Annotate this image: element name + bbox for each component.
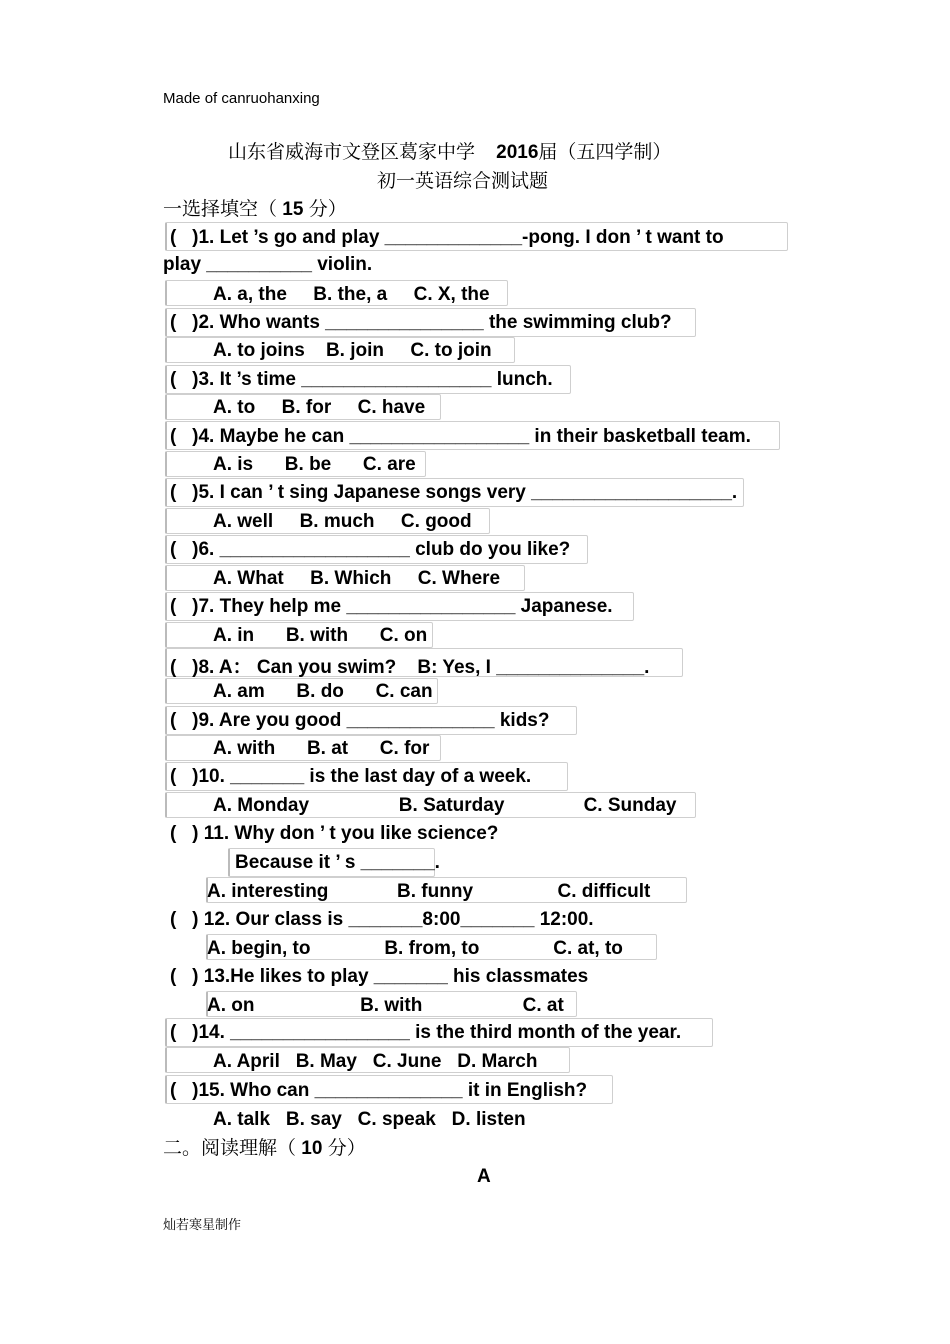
section-2-points: 10 — [301, 1138, 323, 1159]
question-15-options: A. talk B. say C. speak D. listen — [213, 1109, 526, 1130]
section-1-prefix: 一选择填空（ — [163, 199, 278, 220]
section-1-heading — [163, 194, 347, 221]
question-13-options: A. on B. with C. at — [207, 995, 564, 1016]
question-3-options: A. to B. for C. have — [213, 397, 426, 418]
question-14-options: A. April B. May C. June D. March — [213, 1051, 538, 1072]
title-system: 届（五四学制） — [538, 142, 672, 163]
section-1-suffix: 分） — [308, 199, 347, 220]
question-5: ( )5. I can ’ t sing Japanese songs very ___________________. — [170, 482, 738, 503]
question-11-cont: Because it ’ s _______. — [235, 852, 440, 873]
question-10: ( )10. _______ is the last day of a week. — [170, 766, 532, 787]
question-8: ( )8. A： Can you swim? B: Yes, I ______________. — [170, 657, 650, 678]
question-1-options: A. a, the B. the, a C. X, the — [213, 284, 490, 305]
question-11: ( ) 11. Why don ’ t you like science? — [170, 823, 499, 844]
footer-text: 灿若寒星制作 — [163, 1217, 242, 1232]
section-2-prefix: 二。阅读理解（ — [163, 1138, 297, 1159]
question-4: ( )4. Maybe he can _________________ in their basketball team. — [170, 426, 751, 447]
question-10-options: A. Monday B. Saturday C. Sunday — [213, 795, 677, 816]
title-year: 2016 — [496, 142, 539, 163]
question-4-options: A. is B. be C. are — [213, 454, 416, 475]
question-3: ( )3. It ’s time __________________ lunch. — [170, 369, 553, 390]
question-1: ( )1. Let ’s go and play _____________-pong. I don ’ t want to — [170, 227, 724, 248]
question-12-options: A. begin, to B. from, to C. at, to — [207, 938, 623, 959]
header-text: Made of canruohanxing — [163, 90, 320, 107]
question-6: ( )6. __________________ club do you like? — [170, 539, 571, 560]
question-9: ( )9. Are you good ______________ kids? — [170, 710, 550, 731]
question-14: ( )14. _________________ is the third month of the year. — [170, 1022, 682, 1043]
question-2: ( )2. Who wants _______________ the swimming club? — [170, 312, 672, 333]
question-5-options: A. well B. much C. good — [213, 511, 472, 532]
question-7-options: A. in B. with C. on — [213, 625, 428, 646]
question-9-options: A. with B. at C. for — [213, 738, 430, 759]
question-13: ( ) 13.He likes to play _______ his classmates — [170, 966, 589, 987]
question-8-options: A. am B. do C. can — [213, 681, 433, 702]
section-2-suffix: 分） — [327, 1138, 366, 1159]
question-1-cont: play __________ violin. — [163, 254, 373, 275]
section-1-points: 15 — [282, 199, 304, 220]
question-12: ( ) 12. Our class is _______8:00_______ 12:00. — [170, 909, 594, 930]
title-school: 山东省威海市文登区葛家中学 — [228, 142, 476, 163]
title-line-2: 初一英语综合测试题 — [377, 171, 549, 192]
title-line-1 — [228, 137, 671, 164]
question-2-options: A. to joins B. join C. to join — [213, 340, 492, 361]
question-15: ( )15. Who can ______________ it in English? — [170, 1080, 588, 1101]
question-11-options: A. interesting B. funny C. difficult — [207, 881, 651, 902]
section-2-heading — [163, 1133, 366, 1160]
question-6-options: A. What B. Which C. Where — [213, 568, 501, 589]
passage-label: A — [477, 1166, 491, 1187]
question-7: ( )7. They help me ________________ Japanese. — [170, 596, 613, 617]
